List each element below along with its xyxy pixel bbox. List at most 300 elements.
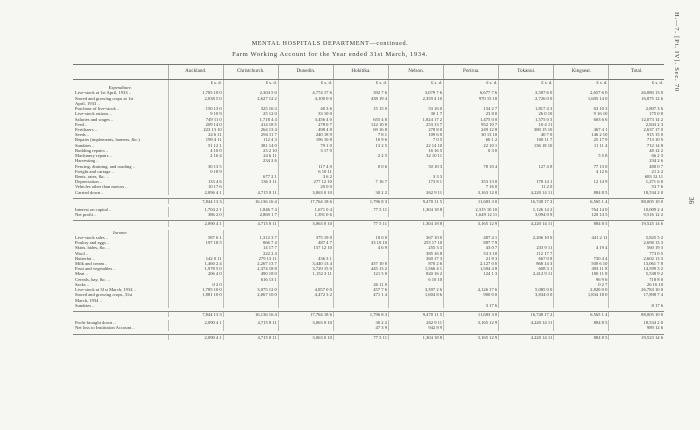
row-label: Sundries ..	[75, 302, 95, 308]
row-label: Rents, rates, &c. ..	[75, 173, 109, 179]
amount-cell: 3,079 7 6	[389, 90, 444, 95]
amount-cell: 490 18 0	[223, 271, 278, 276]
amount-cell: 88,005 10 0	[609, 311, 664, 317]
amount-cell: 4,220 14 11	[499, 221, 554, 227]
amount-cell: 2,657 6 0	[554, 90, 609, 95]
amount-cell: 206 4 0	[168, 271, 223, 276]
amount-cell: 20 0 0	[278, 184, 333, 189]
amount-cell: 560 19 3	[609, 245, 664, 250]
amount-cell: 40 3 6	[278, 106, 333, 111]
amount-cell: 150 13 0	[168, 106, 223, 111]
row-label: Butterfat ..	[75, 255, 95, 261]
row-label: Depreciation ..	[75, 179, 103, 185]
amount-cell: £ s. d.	[389, 80, 444, 86]
amount-cell: 18,534 2 0	[609, 320, 664, 325]
amount-cell: 7 0 5	[389, 137, 444, 142]
amount-cell: 392 7 6	[333, 90, 388, 95]
amount-cell: 209 14 0	[168, 122, 223, 127]
amount-cell: 16,875 12 6	[609, 96, 664, 101]
row-label: Purchase of live-stock ..	[75, 106, 120, 112]
amount-cell: 96 9 6	[554, 277, 609, 282]
amount-cell: 21 8 3	[444, 256, 499, 261]
amount-cell: 1,671 0 4	[278, 207, 333, 212]
amount-cell: 146 2 10	[554, 132, 609, 137]
row-label: Meat ..	[75, 271, 88, 277]
amount-cell: 2,090 4 1	[168, 221, 223, 227]
amount-cell: 603 6 6	[554, 117, 609, 122]
amount-cell: £ s. d.	[444, 80, 499, 86]
amount-cell: 16,136 16 4	[223, 198, 278, 204]
amount-cell: 4,100 0 0	[278, 96, 333, 101]
amount-cell: 22 14 10	[389, 143, 444, 148]
row-label: Seeds ..	[75, 132, 90, 138]
row-label: Milk and cream ..	[75, 261, 108, 266]
amount-cell: 9 10 9	[168, 111, 223, 116]
amount-cell: 253 13 7	[389, 122, 444, 127]
row-label: Fertilizers ..	[75, 126, 98, 132]
amount-cell: 608 3 1	[499, 266, 554, 271]
amount-cell: 51 12 1	[168, 143, 223, 148]
amount-cell: 4,126 17 6	[444, 287, 499, 292]
amount-cell: 3 17 0	[278, 148, 333, 153]
row-label: Carried down ..	[75, 189, 104, 195]
amount-cell: 441 2 11	[554, 235, 609, 240]
amount-cell: 2 16 4	[168, 153, 223, 158]
amount-cell: 32 10 11	[389, 153, 444, 158]
amount-cell: 222 2 4	[223, 251, 278, 256]
amount-cell: 136 3 11	[223, 179, 278, 184]
amount-cell: £ s. d.	[223, 80, 278, 86]
amount-cell: 16,748 17 2	[499, 311, 554, 317]
amount-cell: 1,312 3 7	[223, 235, 278, 240]
running-header	[668, 12, 682, 122]
amount-cell: 262 9 11	[389, 190, 444, 195]
amount-cell: 414 18 5	[223, 122, 278, 127]
amount-cell: 2,807 3 6	[609, 106, 664, 111]
amount-cell: 457 7 6	[333, 287, 388, 292]
amount-cell: 493 11 8	[554, 266, 609, 271]
amount-cell: 353 13 0	[444, 179, 499, 184]
amount-cell: 30 2 2	[333, 320, 388, 325]
amount-cell: 1,649 12 11	[444, 212, 499, 217]
header-cell: Christchurch.	[223, 65, 278, 80]
row-label: Harvesting ..	[75, 158, 99, 164]
amount-cell: 1,304 18 8	[389, 207, 444, 212]
amount-cell: 989 12 6	[609, 325, 664, 330]
row-label: Fruit and vegetables ..	[75, 266, 116, 272]
amount-cell: 33 10 0	[278, 111, 333, 116]
table-header-row	[73, 65, 664, 80]
amount-cell: 3,165 12 9	[444, 320, 499, 325]
amount-cell: 3,440 13 4	[278, 261, 333, 266]
amount-cell: 17,764 18 6	[278, 198, 333, 204]
amount-cell: 9 16 10	[554, 111, 609, 116]
amount-cell: 884 8 5	[554, 221, 609, 227]
amount-cell: 16,748 17 2	[499, 198, 554, 204]
amount-cell: 718 8 0	[609, 277, 664, 282]
row-label	[73, 334, 168, 340]
amount-cell: 264 13 4	[223, 127, 278, 132]
header-cell: Total.	[609, 65, 664, 80]
amount-cell: 2,374 18 8	[223, 266, 278, 271]
amount-cell: 16,136 16 4	[223, 311, 278, 317]
row-label: Net loss to Institution Account ..	[75, 325, 135, 331]
amount-cell: 487 4 7	[278, 240, 333, 245]
amount-cell: 10 4 11	[499, 122, 554, 127]
amount-cell: 5 5 8	[554, 153, 609, 158]
amount-cell: 4,715 8 11	[223, 221, 278, 227]
row-label: Stored and growing crops at 1st	[75, 95, 134, 101]
row-label: Freight and cartage ..	[75, 168, 114, 174]
amount-cell: 2,067 10 0	[223, 292, 278, 297]
amount-cell: 175 0 8	[609, 111, 664, 116]
amount-cell: 16 16 5	[389, 148, 444, 153]
amount-cell: 240 18 9	[278, 132, 333, 137]
row-label: Live-stock at 1st April, 1933 ..	[75, 90, 132, 96]
amount-cell: 1,605 14 0	[554, 96, 609, 101]
amount-cell: 53 7 6	[609, 184, 664, 189]
amount-cell: 1,271 6 0	[609, 179, 664, 184]
table-title: Farm Working Account for the Year ended 31st March, 1934.	[232, 51, 428, 58]
amount-cell: 683 12 11	[609, 174, 664, 179]
amount-cell: 197 18 5	[168, 240, 223, 245]
amount-cell: 33 10 10	[333, 240, 388, 245]
amount-cell: 88,005 10 0	[609, 198, 664, 204]
amount-cell: £ s. d.	[499, 80, 554, 86]
amount-cell: 23 8 0	[444, 111, 499, 116]
amount-cell: 79 1 0	[278, 143, 333, 148]
amount-cell: 3,456 4 0	[278, 117, 333, 122]
amount-cell: 100 11 7	[499, 137, 554, 142]
row-label: Vehicles other than motors ..	[75, 184, 128, 190]
row-label: Building repairs ..	[75, 147, 109, 153]
amount-cell: 360 17 3	[389, 256, 444, 261]
amount-cell: 60 1 2	[444, 137, 499, 142]
amount-cell: 1,817 4 3	[499, 106, 554, 111]
amount-cell: 942 8 9	[389, 325, 444, 330]
amount-cell: 3,587 6 0	[499, 90, 554, 95]
amount-cell: 7 8 1	[333, 132, 388, 137]
amount-cell: 952 10 7	[444, 122, 499, 127]
amount-cell: 3 6 2	[278, 174, 333, 179]
amount-cell: 6,565 1 4	[554, 198, 609, 204]
amount-cell: 1,796 8 3	[333, 311, 388, 317]
amount-cell: 18,534 2 0	[609, 190, 664, 195]
amount-cell: 249 12 8	[444, 127, 499, 132]
amount-cell: 109 6 0	[389, 132, 444, 137]
header-cell: Porirua.	[444, 65, 499, 80]
amount-cell: 884 8 5	[554, 190, 609, 195]
amount-cell: 2,315 10 10	[444, 207, 499, 212]
amount-cell: 2,412 9 11	[499, 271, 554, 276]
amount-cell: 122 10 0	[333, 122, 388, 127]
amount-cell: 2,698 13 3	[609, 240, 664, 245]
amount-cell: 3,729 15 0	[278, 266, 333, 271]
amount-cell: 677 2 1	[223, 174, 278, 179]
amount-cell: 381 14 0	[223, 143, 278, 148]
amount-cell: 2 2 5	[333, 153, 388, 158]
row-label: Cereals, hay, &c. ..	[75, 276, 110, 282]
total-row	[73, 334, 664, 340]
amount-cell: 69 16 8	[333, 127, 388, 132]
amount-cell: 1,785 10 0	[168, 287, 223, 292]
amount-cell: 2,038 5 0	[168, 96, 223, 101]
amount-cell: 498 4 8	[278, 127, 333, 132]
amount-cell: 17,764 18 6	[278, 311, 333, 317]
row-label: Sacks ..	[75, 281, 90, 287]
amount-cell: 25 17 9	[554, 137, 609, 142]
amount-cell: 3,165 12 9	[444, 334, 499, 340]
row-label: Repairs (implements, harness, &c.)	[75, 137, 140, 143]
amount-cell: 278 8 0	[389, 127, 444, 132]
header-cell: Kingseat.	[554, 65, 609, 80]
amount-cell: 12 14 9	[554, 179, 609, 184]
amount-cell: 26,080 13 0	[609, 90, 664, 95]
amount-cell: 15 15 0	[333, 106, 388, 111]
amount-cell: 23 2 10	[223, 148, 278, 153]
amount-cell: 7 16 7	[333, 179, 388, 184]
amount-cell: 19,525 14 6	[609, 221, 664, 227]
amount-cell: £ s. d.	[609, 80, 664, 86]
document-heading: MENTAL HOSPITALS DEPARTMENT—continued.	[251, 40, 409, 47]
amount-cell: 2,627 12 2	[223, 96, 278, 101]
amount-cell: 26 16 10	[609, 282, 664, 287]
header-cell: Tokanui.	[499, 65, 554, 80]
row-label: Salaries and wages ..	[75, 116, 114, 122]
amount-cell: 1,705 10 0	[168, 90, 223, 95]
amount-cell: 11,683 3 0	[444, 311, 499, 317]
amount-cell: 4,220 14 11	[499, 334, 554, 340]
amount-cell: 1,460 2 4	[168, 261, 223, 266]
amount-cell: 1,834 18 0	[554, 292, 609, 297]
amount-cell: 2,602 13 3	[609, 256, 664, 261]
amount-cell: 487 4 1	[444, 235, 499, 240]
amount-cell: 3,063 0 10	[278, 320, 333, 325]
amount-cell: 11 2 0	[499, 184, 554, 189]
amount-cell: 3,163 12 0	[444, 190, 499, 195]
amount-cell: 13,061 7 8	[609, 261, 664, 266]
amount-cell: 30 2 2	[333, 190, 388, 195]
amount-cell: £ s. d.	[554, 80, 609, 86]
amount-cell: 63 10 3	[554, 106, 609, 111]
amount-cell: 7 16 0	[444, 184, 499, 189]
amount-cell: 48 12 2	[609, 148, 664, 153]
row-label: Sundries ..	[75, 142, 95, 148]
amount-cell: 2,090 4 1	[168, 334, 223, 340]
amount-cell: 0 3 0	[444, 148, 499, 153]
amount-cell: 480 0 7	[609, 164, 664, 169]
amount-cell: 712 14 8	[609, 143, 664, 148]
amount-cell: 124 1 3	[444, 271, 499, 276]
amount-cell: 4 12 6	[554, 169, 609, 174]
amount-cell: 4,220 14 11	[499, 190, 554, 195]
amount-cell: 3,063 0 10	[278, 334, 333, 340]
amount-cell: 5,825 5 2	[609, 235, 664, 240]
amount-cell: 127 4 8	[499, 164, 554, 169]
amount-cell: 1,391 0 6	[278, 212, 333, 217]
amount-cell: 1,604 8 6	[389, 292, 444, 297]
amount-cell: 9,516 12 2	[609, 212, 664, 217]
amount-cell: 2,843 2 3	[609, 122, 664, 127]
amount-cell: 233 9 11	[499, 245, 554, 250]
row-label: Stored and growing crops, 31st	[75, 292, 133, 298]
row-label: Poultry and eggs ..	[75, 240, 110, 246]
amount-cell: 375 19 0	[278, 235, 333, 240]
row-label: Live-stock sales ..	[75, 234, 109, 240]
amount-cell: 11 11 4	[554, 143, 609, 148]
amount-cell: 3 3 3	[389, 174, 444, 179]
amount-cell: 3,075 12 0	[223, 287, 278, 292]
amount-cell: 77 5 11	[333, 334, 388, 340]
amount-cell: 773 0 5	[609, 251, 664, 256]
amount-cell: 7,844 13 3	[168, 198, 223, 204]
amount-cell: 18 0 0	[333, 235, 388, 240]
amount-cell: 4,774 17 6	[278, 90, 333, 95]
amount-cell: 100 11 8	[554, 271, 609, 276]
amount-cell: 1,881 10 0	[168, 292, 223, 297]
amount-cell: 16 9 6	[333, 137, 388, 142]
amount-cell: 43 0 7	[444, 245, 499, 250]
amount-cell: 24 6 11	[168, 132, 223, 137]
amount-cell: 868 14 3	[499, 261, 554, 266]
amount-cell: 1,304 18 8	[389, 334, 444, 340]
amount-cell: 436 3 1	[278, 256, 333, 261]
amount-cell: 3,063 0 10	[278, 190, 333, 195]
amount-cell: £ s. d.	[168, 80, 223, 86]
amount-cell: 887 7 9	[444, 240, 499, 245]
amount-cell: 1,475 0 0	[444, 117, 499, 122]
amount-cell: 25 12 0	[223, 111, 278, 116]
amount-cell: 120 14 5	[554, 212, 609, 217]
amount-cell: 730 4 4	[554, 256, 609, 261]
amount-cell: 24 6 11	[223, 153, 278, 158]
amount-cell: 5,538 9 2	[609, 271, 664, 276]
amount-cell: 445 13 2	[333, 266, 388, 271]
amount-cell: 77 5 11	[333, 221, 388, 227]
amount-cell: 13 2 5	[333, 143, 388, 148]
amount-cell: 30 13 5	[168, 164, 223, 169]
row-label: April, 1933 ..	[75, 100, 100, 106]
amount-cell: 587 6 1	[168, 235, 223, 240]
amount-cell: 3,834 0 0	[499, 292, 554, 297]
amount-cell: 112 17 7	[499, 251, 554, 256]
farm-working-account-table	[73, 64, 664, 340]
amount-cell: 21 2 2	[609, 169, 664, 174]
amount-cell: 2,637 17 0	[609, 127, 664, 132]
amount-cell: 14,599 3 2	[609, 266, 664, 271]
amount-cell: 234 2 6	[609, 158, 664, 163]
amount-cell: 278 0 7	[278, 122, 333, 127]
amount-cell: 142 0 11	[168, 256, 223, 261]
amount-cell: 915 15 0	[609, 132, 664, 137]
amount-cell: 47 3 9	[333, 325, 388, 330]
amount-cell: 884 8 5	[554, 334, 609, 340]
amount-cell: 3,165 12 9	[444, 221, 499, 227]
amount-cell: 1,824 17 2	[389, 117, 444, 122]
amount-cell: 1,846 7 4	[223, 207, 278, 212]
amount-cell: 78 10 4	[444, 164, 499, 169]
amount-cell: 4 19 4	[554, 245, 609, 250]
amount-cell: 0 2 7	[554, 282, 609, 287]
amount-cell: 4,715 8 11	[223, 334, 278, 340]
amount-cell: 1,126 14 2	[499, 207, 554, 212]
amount-cell: 9,470 11 5	[389, 198, 444, 204]
amount-cell: 50 10 3	[389, 164, 444, 169]
section-heading: Income.	[112, 229, 128, 235]
amount-cell: 196 10 8	[278, 137, 333, 142]
amount-cell: 1,575 0 3	[499, 117, 554, 122]
running-header-text: H.—7. [Pt. IV]. Sec. 70	[673, 12, 680, 92]
header-cell: Dunedin.	[278, 65, 333, 80]
page-number-text: 36	[687, 197, 695, 204]
amount-cell: 133 4 6	[168, 179, 223, 184]
amount-cell: 17,898 7 4	[609, 292, 664, 297]
amount-cell: 820 16 2	[389, 271, 444, 276]
row-label: Skins, hides, &c. ..	[75, 245, 110, 251]
amount-cell: 325 16 3	[223, 106, 278, 111]
amount-cell: 749 11 0	[168, 117, 223, 122]
amount-cell: 457 10 0	[333, 261, 388, 266]
section-heading: Expenditure.	[108, 85, 133, 91]
amount-cell: 279 13 11	[223, 256, 278, 261]
amount-cell: 234 2 6	[223, 158, 278, 163]
amount-cell: 2,869 1 7	[223, 212, 278, 217]
amount-cell: 764 14 0	[554, 207, 609, 212]
amount-cell: 157 12 10	[278, 245, 333, 250]
amount-cell: 6,677 7 6	[444, 90, 499, 95]
amount-cell: 173 8 1	[389, 179, 444, 184]
row-label: Profit brought down ..	[75, 320, 116, 326]
amount-cell: 655 4 0	[333, 117, 388, 122]
amount-cell: 0 18 9	[168, 169, 223, 174]
amount-cell: 30 13 10	[444, 132, 499, 137]
amount-cell: 471 1 4	[333, 292, 388, 297]
amount-cell: 0 0 6	[333, 164, 388, 169]
row-label: Wool ..	[75, 250, 89, 256]
amount-cell: 77 13 0	[554, 164, 609, 169]
amount-cell: 294 11 7	[223, 132, 278, 137]
amount-cell: 26 11 0	[333, 282, 388, 287]
row-label: March, 1934 ..	[75, 297, 102, 303]
amount-cell: 2,267 13 7	[223, 261, 278, 266]
amount-cell: 2,096 4 1	[168, 190, 223, 195]
amount-cell: 6,565 1 4	[554, 311, 609, 317]
amount-cell: 262 9 11	[389, 320, 444, 325]
amount-cell: 53 3 10	[444, 251, 499, 256]
amount-cell: 255 17 10	[389, 240, 444, 245]
amount-cell: 9,470 11 5	[389, 311, 444, 317]
amount-cell: 1,152 3 11	[278, 271, 333, 276]
amount-cell: 26 0 10	[499, 111, 554, 116]
amount-cell: 367 10 0	[389, 235, 444, 240]
amount-cell: 866 7 4	[223, 240, 278, 245]
row-label: Live-stock rations ..	[75, 111, 112, 117]
amount-cell: 870 2 6	[389, 261, 444, 266]
amount-cell: 2,127 0 0	[444, 261, 499, 266]
amount-cell: 40 7 0	[499, 132, 554, 137]
amount-cell: 2,304 5 0	[223, 90, 278, 95]
amount-cell: 136 18 10	[499, 143, 554, 148]
amount-cell: 2,090 4 1	[168, 320, 223, 325]
amount-cell: 19,523 14 6	[609, 334, 664, 340]
amount-cell: 713 10 9	[609, 137, 664, 142]
row-label: Fencing, draining, and roading ..	[75, 163, 135, 169]
amount-cell: 134 2 7	[444, 106, 499, 111]
table-body	[73, 80, 664, 340]
amount-cell: 3 17 6	[444, 303, 499, 308]
amount-cell: 4 10 0	[168, 148, 223, 153]
amount-cell: 1,796 8 3	[333, 198, 388, 204]
